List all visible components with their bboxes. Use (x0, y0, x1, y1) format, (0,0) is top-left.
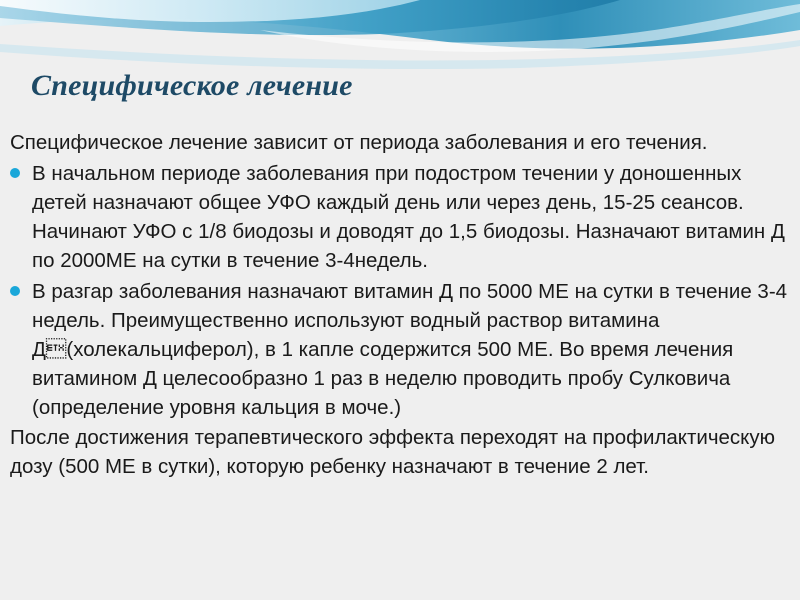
intro-paragraph: Специфическое лечение зависит от периода заболевания и его течения. (10, 131, 708, 154)
list-item-text: В разгар заболевания назначают витамин Д по 5000 МЕ на сутки в течение 3-4 недель. Преимущественно используют водный раствор витамина Д(холекальциферол), в 1 капле содержится 500 МЕ. Во время лечения витамином Д целесообразно 1 раз в неделю проводить пробу Сулковича (определение уровня кальция в моче.) (32, 280, 788, 419)
bullet-dot-icon (10, 286, 20, 296)
list-item (10, 277, 798, 422)
page-title: Специфическое лечение (31, 69, 353, 102)
list-item-text: В начальном периоде заболевания при подостром течении у доношенных детей назначают общее УФО каждый день или через день, 15-25 сеансов. Начинают УФО с 1/8 биодозы и доводят до 1,5 биодозы. Назначают витамин Д по 2000МЕ на сутки в течение 3-4недель. (32, 162, 785, 272)
list-item (10, 159, 798, 275)
bullet-dot-icon (10, 168, 20, 178)
outro-paragraph: После достижения терапевтического эффекта переходят на профилактическую дозу (500 МЕ в сутки), которую ребенку назначают в течение 2 лет. (10, 426, 775, 478)
slide-body (10, 128, 798, 481)
